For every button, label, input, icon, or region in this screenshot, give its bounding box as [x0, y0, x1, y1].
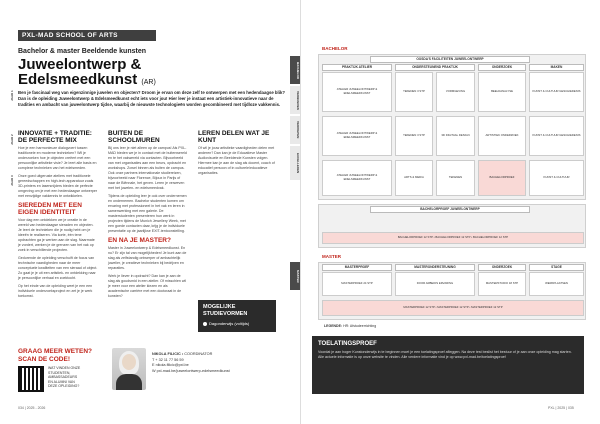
cell-bachelorproef-3: BACHELORPROEF: [478, 160, 526, 196]
paragraph: Of wil je jouw artistieke vaardigheden delen met anderen? Dan kan je de Educatieve Master Audiovisuele en Beeldende Kunsten volgen. Hiermee kan je aan de slag als docent, coach of educatief persoon of in culturele/educatieve organisaties.: [198, 146, 275, 175]
coordinator-info: [152, 352, 230, 374]
master-cell-3: MASTERSTUDIO 18 STP: [478, 272, 526, 296]
master-col-masterproef: MASTERPROEF: [322, 264, 392, 271]
master-cell-4: WERKPLAATSEN: [529, 272, 584, 296]
paragraph: Master in Juweelontwerp & Edelsmeedkunst. En nu? Er zijn tal van mogelijkheden! Je kunt aan de slag als zelfstandig ontwerper of ambachtelijk juwelier, je creatieve technieken bij bedrijven en reparaties.: [108, 246, 187, 270]
cell-arts-3: ARTS & MEDIA: [395, 160, 433, 196]
heading-buiten: BUITEN DE SCHOOLMUREN: [108, 130, 160, 144]
photo-face: [122, 354, 136, 370]
qr-code-icon[interactable]: [18, 366, 44, 392]
heading-innovatie: INNOVATIE + TRADITIE: DE PERFECTE MIX: [18, 130, 92, 144]
coordinator-name: NIKOLA FILICIC: [152, 352, 181, 356]
column-1: [18, 130, 98, 302]
cell-tekenen-3: TEKENEN: [436, 160, 475, 196]
paragraph: Tijdens de opleiding leer je ook over ondernemen en ondernemen. Bachelor studenten komen om ervaring met professioneel in het vak en leren in samenwerking met een galerie. De masterstudenten presenteren hun werk in projecten tijdens de Munich Jewellery Week, met een goede contacten daar, krijg je de individuele presentatie op de jaarlijkse EXIT-tentoonstelling.: [108, 194, 187, 233]
column-2: [108, 130, 188, 302]
cell-3d-2: 3D DIGITAAL DESIGN: [436, 116, 475, 156]
cell-onderzoek-2: ARTISTIEK ONDERZOEK: [478, 116, 526, 156]
year-label: JAAR 2: [10, 134, 14, 146]
heading-leren: LEREN DELEN WAT JE KUNT: [198, 130, 270, 144]
coordinator-email[interactable]: E nikola.filicic@pxl.be: [152, 363, 189, 367]
year-label: JAAR 1: [10, 90, 14, 102]
cell-kunst-1: KUNST & CULTUUR GESCHIEDENIS: [529, 72, 584, 112]
master-cell-1: MASTERPROEF 24 STP: [322, 272, 392, 296]
col-header-maken: MAKEN: [529, 64, 584, 71]
master-cell-2: DOOR ARBEIDS ERVARING: [395, 272, 475, 296]
bachelor-label: BACHELOR: [322, 46, 348, 51]
bachelor-header: OOSDA'S FACILITEITEN JUWEELONTWERP: [370, 56, 530, 63]
cell-kunst-3: KUNST & CULTUUR: [529, 160, 584, 196]
paragraph: Werk je liever in opdracht? Dan kan je aan de slag als goudsmid in een atelier. Of misschien wil je meer voor een atelier kiezen en als academische carrière met een doctoraat in de kunsten?: [108, 274, 187, 298]
masterproef-row: MASTERPROEF 12 STP • MASTERPROEF 12 STP • MASTERPROEF 12 STP: [322, 300, 584, 316]
master-col-stage: STAGE: [529, 264, 584, 271]
master-label: MASTER: [322, 254, 341, 259]
master-col-ondersteuning: MASTERONDERSTEUNING: [395, 264, 475, 271]
intro-text: Ben je fascinaal weg van eigenzinnige juwelen en objecten? Droom je ervan om deze zelf te ontwerpen met een hedendaagse blik? Dan is de opleiding Juweelontwerp & Edelsmeedkunst echt iets voor jou! Hier leer je instaat een artistiek-innovatieve naar de tradities en ambacht van juweelontwerp tijdse, waarbij de nieuwste technologieën worden gecombineerd met tijdloze vakkennis.: [18, 90, 285, 107]
contact-heading-line-1: GRAAG MEER WETEN?: [18, 348, 93, 355]
page-subtitle: Bachelor & master Beeldende kunsten: [18, 48, 146, 55]
paragraph: Op het einde van de opleiding weet je een een individuele onderzoeksproject en zet je je werk toekomst.: [18, 284, 93, 298]
toelatingsproef-box: [312, 336, 584, 394]
cell-atelier-3: ATELIER JUWEELONTWERP & EDELSMEEDKUNST: [322, 160, 392, 196]
studievorm-option: [203, 320, 271, 327]
heading-master: EN NA JE MASTER?: [108, 237, 171, 244]
bachelorproef-header: BACHELORPROEF JUWEELONTWERP: [370, 206, 530, 213]
photo-body: [116, 374, 142, 390]
legend-text: HR: Afstudeerrichting: [343, 324, 377, 328]
side-tab-excelleren: EXCELLEREN: [290, 146, 300, 180]
bullet-icon: [203, 322, 207, 326]
col-header-onderzoek: ONDERZOEK: [478, 64, 526, 71]
contact-heading-line-2: SCAN DE CODE!: [18, 355, 71, 363]
school-banner: PXL-MAD SCHOOL OF ARTS: [18, 30, 156, 41]
side-tab-verbreden: VERBREDEN: [290, 86, 300, 114]
cell-atelier-2: ATELIER JUWEELONTWERP & EDELSMEEDKUNST: [322, 116, 392, 156]
cell-kunst-2: KUNST & CULTUUR GESCHIEDENIS: [529, 116, 584, 156]
cell-atelier-1: ATELIER JUWEELONTWERP & EDELSMEEDKUNST: [322, 72, 392, 112]
studievorm-label: Dagonderwijs (voltijds): [209, 321, 250, 326]
col-header-ondersteunend: ONDERSTEUNEND PRAKTIJK: [395, 64, 475, 71]
master-col-onderzoek: ONDERZOEK: [478, 264, 526, 271]
cell-vormgeving-1: VORMGEVING: [436, 72, 475, 112]
qr-caption: WAT VINDEN ONZE STUDENTEN, AMBASSADEURS EN ALUMNI VAN DEZE OPLEIDING?: [48, 366, 81, 388]
toelatingsproef-title: TOELATINGSPROEF: [318, 341, 377, 347]
title-line-1: Juweelontwerp &: [18, 56, 142, 73]
side-tab-master: MASTER: [290, 262, 300, 290]
year-label: JAAR 3: [10, 175, 14, 187]
legend: [324, 324, 376, 328]
bachelorproef-row: BACHELORPROEF 12 STP • BACHELORPROEF 12 STP • BACHELORPROEF 12 STP: [322, 232, 584, 244]
column-3: [198, 130, 278, 179]
paragraph: Bij ons leer je niet alleen op de campus! Als PXL-MAD bieden we je in contact met de buitenwereld en te het vakwereld via contacten. Bijvoorbeeld van met organisaties aan een beurs, opdracht en workshops. Zowel binnen als buiten de campus. Ook onze partners internationale studiereizen, bijvoorbeeld naar Florence, Bijoux in Parijs of naar de Biënnale, het geven. Leren je verweven met het juwelen- en edelsmeedvak.: [108, 146, 187, 190]
page-number-left: 034 | 2025 - 2026: [18, 406, 46, 410]
heading-sieraden: SIEREDEN MET EEN EIGEN IDENTITEIT: [18, 202, 82, 216]
coordinator-phone[interactable]: T + 32 11 77 56 59: [152, 357, 184, 362]
studievormen-box: [198, 300, 276, 332]
cell-tekenen-2: TEKENEN 3 STP: [395, 116, 433, 156]
paragraph: Onze goed uitgeruste ateliers met traditionele gereedschappen en high-tech apparatuur zoals 3D-printers en lasersnijders bieden de perfecte omgeving om je met een hedendaagse ontwerper met eenzijdige vakkennis te ontwikkelen.: [18, 174, 98, 198]
paragraph: Gedurende de opleiding verschuift de focus van technische vaardigheden naar de meer conceptuele kwaliteiten van een sieraad of object. Zo gaat je je uit een artistiek- en ontdekking naar je persoonlijke verhaal en zoektocht.: [18, 256, 98, 280]
toelatingsproef-text: Voordat je aan hoger Kunstonderwijs in te beginnen moet je een toelatingsproef afleggen. Na deze test beslist het bestuur of je aan onze opleiding mag starten. Alle actuele informatie is op onze website te vinden. Alle verdere informatie vind je op www.pxl-mad.be/toelatingsproef: [318, 350, 572, 359]
side-tab-verdiepen: VERDIEPEN: [290, 116, 300, 144]
coordinator-photo: [112, 348, 146, 390]
page-number-right: PXL | 2025 | 035: [548, 406, 574, 410]
studievormen-title: MOGELIJKE STUDIEVORMEN: [203, 304, 248, 317]
contact-heading: [18, 348, 92, 363]
cell-beeldanalyse-1: BEELDANALYSE: [478, 72, 526, 112]
col-header-praktijk: PRAKTIJK ATELIER: [322, 64, 392, 71]
paragraph: Hoe je een harmonieuze dialogvoert tussen traditionele en moderne technieken? Wil je onderzoeken hoe je objecten creëert met een persoonlijke artistieke visie? Je leert alle basis en complexe technieken van het edelsmeden.: [18, 146, 97, 170]
cell-tekenen-1: TEKENEN 3 STP: [395, 72, 433, 112]
coordinator-web[interactable]: W pxl-mad.be/juweelontwerp-edelsmeedkunst: [152, 368, 230, 373]
page-title: [18, 57, 156, 90]
title-suffix: (AR): [141, 79, 156, 86]
title-line-2: Edelsmeedkunst: [18, 71, 138, 88]
paragraph: Voor dag een ontdekken we je creatie in de wereld van hedendaagse sieraden en objecten. Je leert de technieken die je nodig hebt om je ideeën te realiseren. Via korte, één tene opdrachten ga je werken aan de slag. Naarmate je vordert, werken je de grenzen van het vak op zoek in verschillende projecten.: [18, 218, 95, 252]
coordinator-role: • COORDINATOR: [181, 352, 213, 356]
legend-label: LEGENDE:: [324, 324, 343, 328]
side-tab-bachelor: BACHELOR: [290, 56, 300, 84]
